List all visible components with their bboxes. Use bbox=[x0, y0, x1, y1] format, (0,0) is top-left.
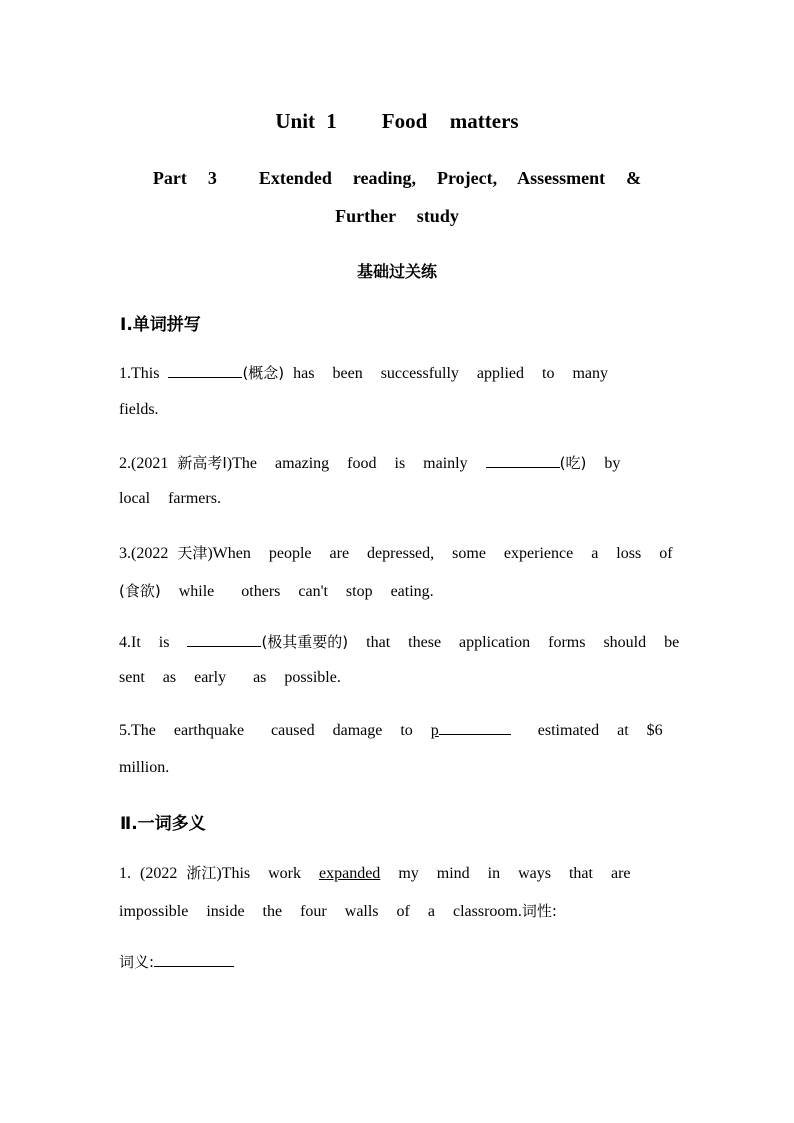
initial-letter: p bbox=[430, 722, 439, 739]
question-5-rest: estimated at $6 bbox=[510, 722, 663, 739]
polysemy-rest: my mind in ways that are bbox=[380, 865, 631, 882]
question-2-prefix: 2.(2021 bbox=[119, 455, 178, 472]
question-4-line1 bbox=[119, 631, 679, 652]
answer-blank bbox=[439, 720, 511, 735]
answer-blank bbox=[154, 952, 234, 967]
section-title: 基础过关练 bbox=[356, 262, 437, 281]
question-5-line1 bbox=[119, 720, 663, 740]
question-2-line1 bbox=[119, 452, 620, 473]
polysemy-question-1-line1 bbox=[119, 862, 631, 883]
part-of-speech-label: 词性: bbox=[521, 902, 557, 920]
question-4-text: 4.It is bbox=[119, 634, 188, 651]
chinese-hint: (吃) bbox=[559, 454, 587, 472]
question-2-source: 新高考Ⅰ bbox=[177, 454, 227, 472]
polysemy-text: )This work bbox=[216, 865, 319, 882]
part2-heading: Ⅱ.一词多义 bbox=[120, 814, 206, 834]
answer-blank bbox=[168, 363, 242, 378]
question-3-prefix: 3.(2022 bbox=[119, 545, 178, 562]
chinese-hint: (极其重要的) bbox=[261, 633, 349, 651]
document-title: Unit 1 Food matters bbox=[275, 109, 519, 133]
question-3-source: 天津 bbox=[177, 544, 208, 562]
answer-blank bbox=[486, 453, 560, 468]
question-4-rest: that these application forms should be bbox=[348, 634, 680, 651]
document-subtitle-continued: Further study bbox=[335, 206, 459, 226]
document-subtitle: Part 3 Extended reading, Project, Assessment & bbox=[152, 168, 642, 188]
meaning-label: 词义: bbox=[119, 953, 155, 971]
question-2-text: )The amazing food is mainly bbox=[226, 455, 486, 472]
question-5-text: 5.The earthquake caused damage to bbox=[119, 722, 431, 739]
meaning-line bbox=[119, 951, 234, 972]
chinese-hint: (概念) bbox=[242, 364, 285, 382]
chinese-hint: (食欲) bbox=[119, 582, 161, 600]
question-3-text: )When people are depressed, some experience a loss of bbox=[207, 545, 673, 562]
answer-blank bbox=[187, 632, 261, 647]
polysemy-question-1-line2 bbox=[119, 900, 557, 921]
question-3-line2 bbox=[119, 580, 434, 601]
question-5-line2: million. bbox=[119, 759, 170, 776]
question-2-line2: local farmers. bbox=[119, 490, 221, 507]
question-1-text: 1.This bbox=[119, 365, 169, 382]
question-3-rest: while others can't stop eating. bbox=[160, 583, 434, 600]
target-word: expanded bbox=[319, 865, 381, 882]
question-4-line2: sent as early as possible. bbox=[119, 669, 341, 686]
polysemy-source: 浙江 bbox=[186, 864, 217, 882]
question-1-line2: fields. bbox=[119, 401, 159, 418]
question-2-rest: by bbox=[586, 455, 621, 472]
polysemy-prefix: 1. (2022 bbox=[119, 865, 187, 882]
question-1-rest: has been successfully applied to many bbox=[284, 365, 608, 382]
question-1-line1 bbox=[119, 362, 608, 383]
part1-heading: Ⅰ.单词拼写 bbox=[120, 315, 201, 335]
question-3-line1 bbox=[119, 542, 673, 563]
polysemy-line2: impossible inside the four walls of a classroom. bbox=[119, 903, 522, 920]
